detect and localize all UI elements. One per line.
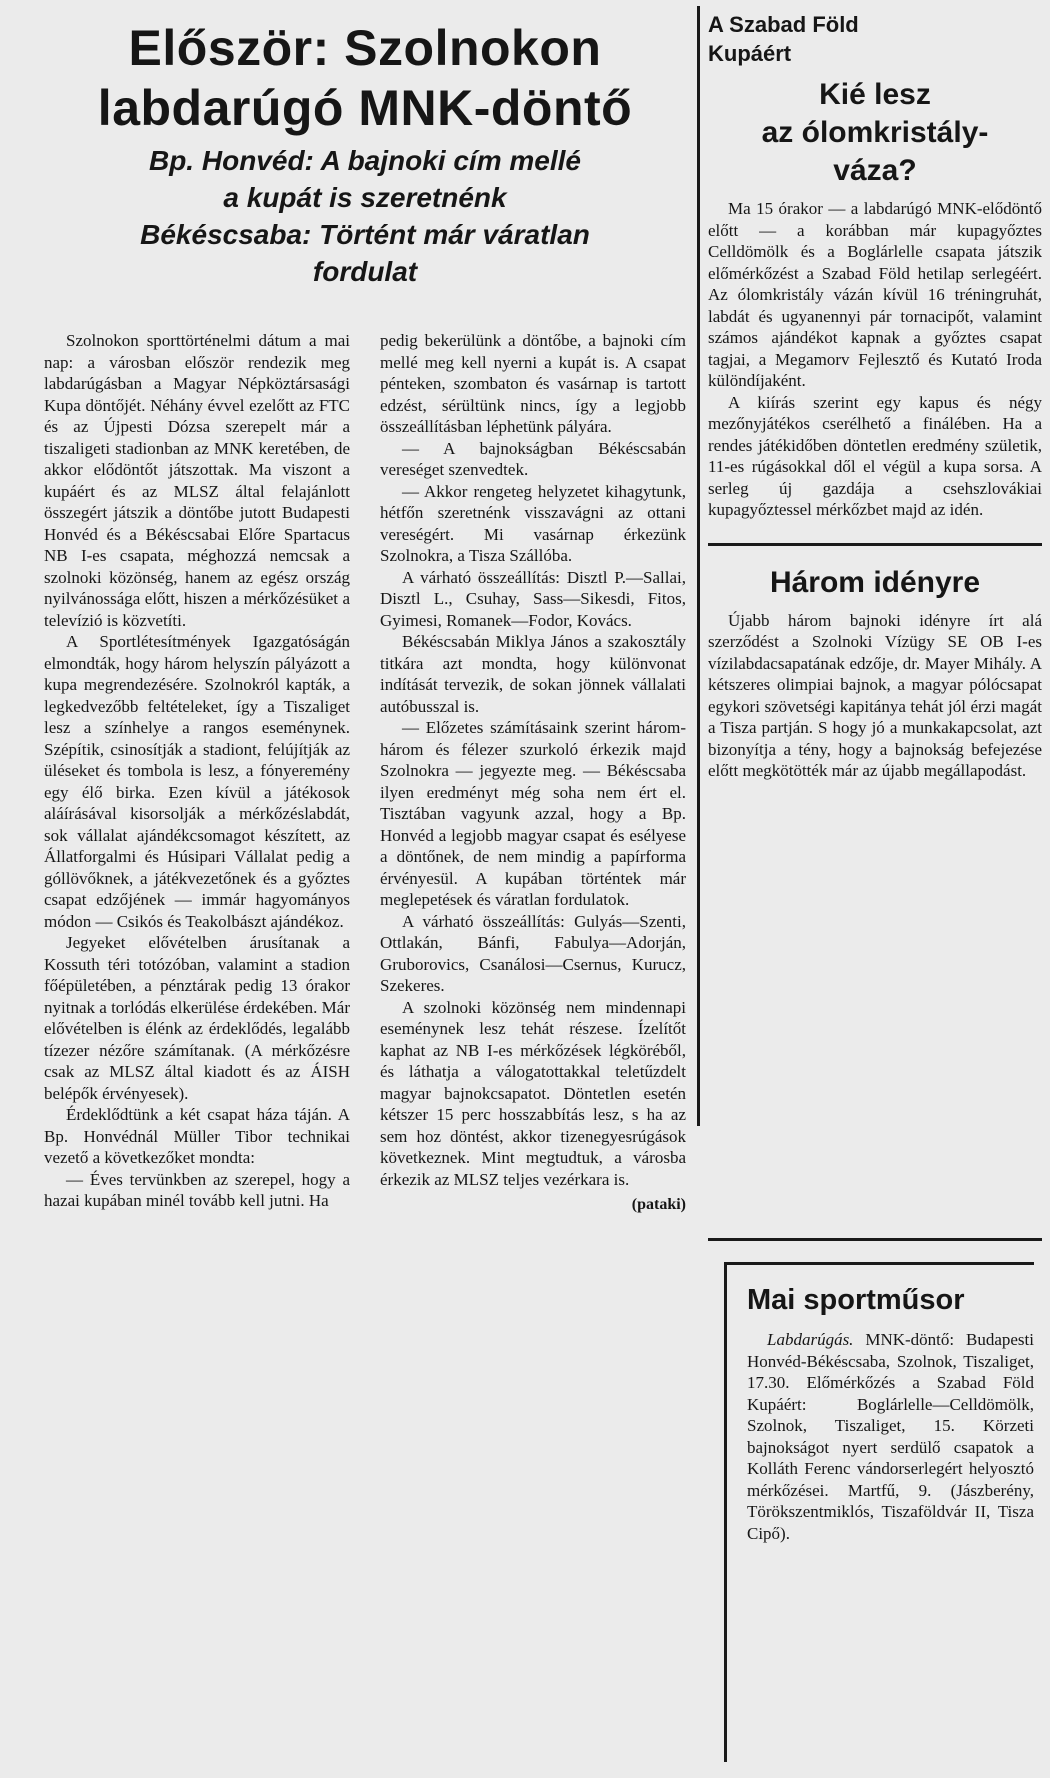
paragraph: Szolnokon sporttörténelmi dátum a mai nap: a városban először rendezik meg labdarúgásban a Magyar Népköztársasági Kupa döntőjét. Néhány évvel ezelőtt az FTC és az Újpesti Dózsa szerepelt már a tiszaligeti stadionban az MNK keretében, de akkor elődöntőt játszottak. Ma viszont a kupáért és az MLSZ által felajánlott összegért játszik a döntőbe jutott Budapesti Honvéd és a Békéscsabai Előre Spartacus NB I-es csapata, méghozzá nemcsak a szolnoki közönség, hanem az egész ország nyilvánossága előtt, hiszen a mérkőzésüket a televízió is közvetíti. (44, 331, 350, 630)
paragraph: Ma 15 órakor — a labdarúgó MNK-elődöntő előtt — a korábban már kupagyőztes Celldömölk és a Boglárlelle csapata játszik előmérkőzést a Szabad Föld hetilap serlegéért. Az ólomkristály vázán kívül 16 tréningruhát, labdát és ugyanennyi pár tornacipőt, valamint számos ajándékot kapnak a győztes csapat tagjai, a Megamorv Fejlesztő és Kutató Iroda különdíjaként. (708, 199, 1042, 390)
paragraph: Érdeklődtünk a két csapat háza táján. A Bp. Honvédnál Müller Tibor technikai vezető a következőket mondta: (44, 1105, 350, 1167)
paragraph: A szolnoki közönség nem mindennapi eseménynek lesz tehát részese. Ízelítőt kaphat az NB I-es mérkőzések légköréből, és láthatja a válogatottakkal teletűzdelt magyar bajnokcsapatot. Döntetlen esetén kétszer 15 perc hosszabbítás lesz, s ha az sem hoz döntést, akkor tizenegyesrúgások következnek. Mint megtudtuk, a városba érkezik az MLSZ teljes vezérkara is. (380, 997, 686, 1189)
paragraph: A kiírás szerint egy kapus és négy mezőnyjátékos cserélhető a finálében. Ha a rendes játékidőben döntetlen eredmény születik, 11-es rúgásokkal dől el végül a kupa sorsa. A serleg új gazdája a csehszlovákiai kupagyőztessel mérkőzbet majd az idén. (708, 392, 1042, 519)
program-text (747, 1329, 1034, 1544)
deck-line-2: a kupát is szeretnénk (223, 182, 507, 213)
title-line-1: Kié lesz (819, 78, 931, 111)
author-byline: (pataki) (631, 1196, 686, 1213)
deck-line-4: fordulat (312, 256, 418, 287)
headline-line-1: Először: Szolnokon (128, 20, 602, 76)
title-line-3: váza? (833, 154, 917, 187)
article-headline (44, 18, 686, 138)
sport-label: Labdarúgás. (767, 1330, 854, 1349)
paragraph: Békéscsabán Miklya János a szakosztály titkára azt mondta, hogy különvonat indítását tervezik, de sokan jönnek vállalati autóbusszal is. (380, 632, 686, 716)
paragraph: A várható összeállítás: Disztl P.—Sallai, Disztl L., Csuhay, Sass—Sikesdi, Fitos, Gyimesi, Romanek—Fodor, Kovács. (380, 567, 686, 630)
paragraph: Újabb három bajnoki idényre írt alá szerződést a Szolnoki Vízügy SE OB I-es vízilabdacsapatának edzője, dr. Mayer Mihály. A kétszeres olimpiai bajnok, a magyar pólócsapat egykori szövetségi kapitánya tehát jól érzi magát a Tisza partján. S hogy jó a munkakapcsolat, azt bizonyítja a tény, hogy a bajnokság befejezése előtt megkötötték már az újabb megállapodást. (708, 610, 1042, 780)
sidebar-kicker (708, 10, 1042, 68)
paragraph: — Akkor rengeteg helyzetet kihagytunk, hétfőn szeretnénk visszavágni az ottani vereségért. Mi vasárnap érkezünk Szolnokra, a Tisza Szállóba. (380, 481, 686, 565)
section-title: Három idényre (769, 565, 981, 599)
column-divider (697, 6, 700, 1126)
sidebar-title (708, 76, 1042, 190)
title-line-2: az ólomkristály- (761, 116, 989, 149)
paragraph: A Sportlétesítmények Igazgatóságán elmondták, hogy három helyszín pályázott a kupa megrendezésére. Szolnokról kapták, a legkedvezőbb feltételeket, így a Tiszaliget lesz a színhelye a rangos eseménynek. Szépítik, csinosítják a stadiont, felújítják az üléseket és tombola is lesz, a fónyeremény egy élő birka. Ezen kívül a játékosok aláírásával kisorsolják a mérkőzéslabdát, sok vállalat ajándékcsomagot készített, az Állatforgalmi és Húsipari Vállalat pedig a góllövőknek, a játékvezetőnek és a győztes csapat edzőjének — immár hagyományos módon — Csikós és Teakolbászt ajándékoz. (44, 632, 350, 931)
kicker-line-2: Kupáért (708, 41, 792, 66)
paragraph: Jegyeket elővételben árusítanak a Kossuth téri totózóban, valamint a stadion főépületében, a pénztárak pedig 13 órakor nyitnak a torlódás elkerülése érdekében. Már elővételben is élénk az érdeklődés, legalább tízezer nézőre számítanak. (A mérkőzésre csak az MLSZ által kiadott és az ÁISH belépők érvényesek). (44, 933, 350, 1103)
deck-line-3: Békéscsaba: Történt már váratlan (140, 219, 590, 250)
article-subheadline (44, 142, 686, 290)
kicker-line-1: A Szabad Föld (708, 12, 859, 37)
box-title: Mai sportműsor (747, 1284, 965, 1316)
section-divider (708, 543, 1042, 546)
main-article (44, 18, 686, 1758)
paragraph: — Éves tervünkben az szerepel, hogy a hazai kupában minél tovább kell jutni. Ha (44, 1169, 350, 1210)
article-columns (44, 330, 686, 1214)
section-divider (708, 1238, 1042, 1241)
headline-line-2: labdarúgó MNK-döntő (97, 80, 633, 136)
paragraph: — A bajnokságban Békéscsabán vereséget szenvedtek. (380, 438, 686, 479)
article-column-1 (44, 330, 350, 1214)
program-details: MNK-döntő: Budapesti Honvéd-Békéscsaba, Szolnok, Tiszaliget, 17.30. Előmérkőzés a Szabad Föld Kupáért: Boglárlelle—Celldömölk, Szolnok, Tiszaliget, 15. Körzeti bajnokságot nyert serdülő csapatok a Kolláth Ferenc vándorserlegért helyosztó mérkőzései. Martfű, 9. (Jászberény, Törökszentmiklós, Tiszaföldvár II, Tisza Cipő). (747, 1330, 1034, 1543)
article-column-2 (380, 330, 686, 1214)
paragraph: A várható összeállítás: Gulyás—Szenti, Ottlakán, Bánfi, Fabulya—Adorján, Gruborovics, Csanálosi—Csernus, Kurucz, Szekeres. (380, 911, 686, 995)
program-box (724, 1262, 1034, 1762)
deck-line-1: Bp. Honvéd: A bajnoki cím mellé (148, 145, 581, 176)
paragraph: pedig bekerülünk a döntőbe, a bajnoki cím mellé meg kell nyerni a kupát is. A csapat pénteken, szombaton és vasárnap is tartott edzést, sérültünk nincs, így a legjobb összeállításban léphetünk pályára. (380, 331, 686, 436)
paragraph: — Előzetes számításaink szerint három-három és félezer szurkoló érkezik majd Szolnokra — jegyezte meg. — Békéscsaba ilyen eredményt még soha nem ért el. Tisztában vagyunk azzal, hogy a Bp. Honvéd a legjobb magyar csapat és esélyese a döntőnek, de nem mindig a papírforma érvényesül. A kupában történtek már meglepetések és váratlan fordulatok. (380, 718, 686, 909)
sidebar-article (708, 10, 1042, 782)
